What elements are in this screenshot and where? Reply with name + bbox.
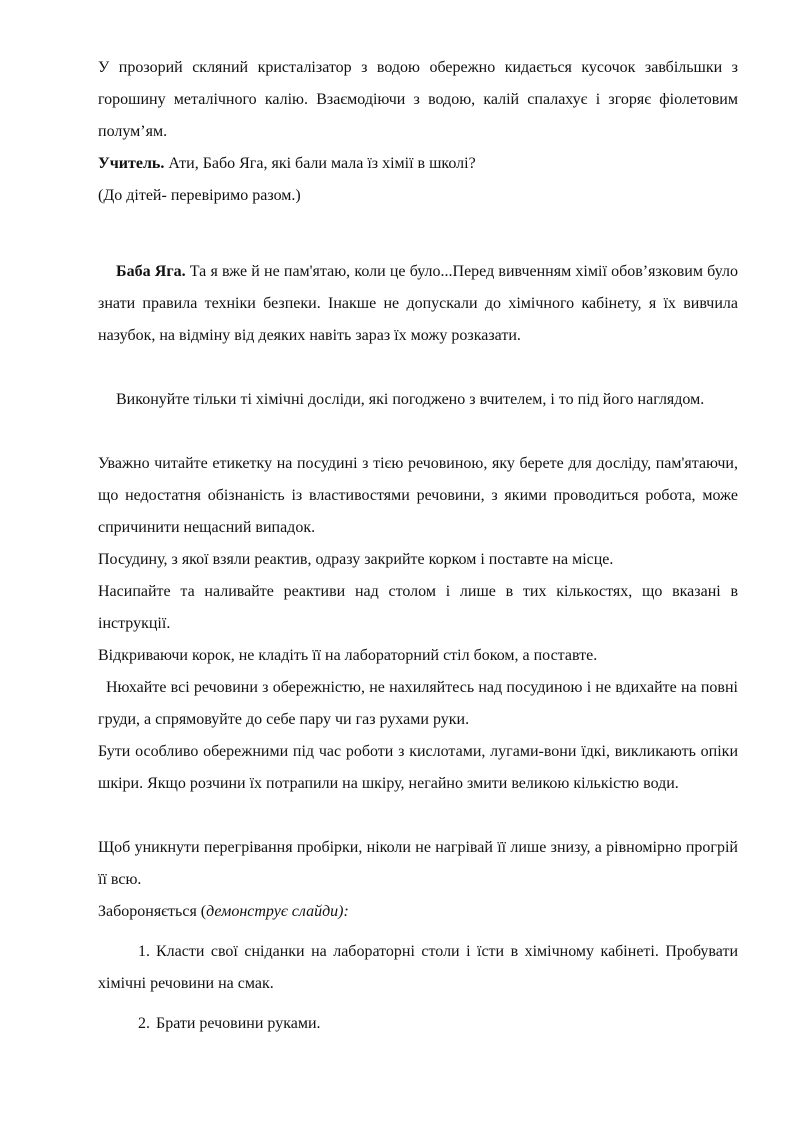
teacher-question: Ати, Бабо Яга, які бали мала їз хімії в школі? (164, 155, 476, 172)
rule-paragraph: Уважно читайте етикетку на посудині з тією речовиною, яку берете для досліду, пам'ятаючи, що недостатня обізнаність із властивостями речовини, з якими проводиться робота, може спричинити нещасний випадок. (98, 455, 738, 536)
list-number: 1. (138, 943, 150, 960)
to-children-note: (До дітей- перевіримо разом.) (98, 187, 301, 204)
rule-paragraph: Насипайте та наливайте реактиви над столом і лише в тих кількостях, що вказані в інструкції. (98, 583, 738, 632)
rule-paragraph: Бути особливо обережними під час роботи з кислотами, лугами-вони їдкі, викликають опіки шкіри. Якщо розчини їх потрапили на шкіру, негайно змити великою кількістю води. (98, 743, 738, 792)
list-number: 2. (138, 1015, 150, 1032)
rule-paragraph: Щоб уникнути перегрівання пробірки, ніколи не нагрівай її лише знизу, а рівномірно прогрій її всю. (98, 839, 738, 888)
baba-yaga-text: Та я вже й не пам'ятаю, коли це було...Перед вивченням хімії обов’язковим було знати правила техніки безпеки. Інакше не допускали до хімічного кабінету, я їх вивчила назубок, на відміну від деяких навіть зараз їх можу розказати. (98, 263, 738, 344)
list-item: 2. Брати речовини руками. (98, 1008, 738, 1040)
list-item: 1. Класти свої сніданки на лабораторні столи і їсти в хімічному кабінеті. Пробувати хімічні речовини на смак. (98, 936, 738, 1000)
baba-yaga-paragraph (98, 256, 738, 352)
rule-paragraph: Відкриваючи корок, не кладіть її на лабораторний стіл боком, а поставте. (98, 647, 598, 664)
rule-paragraph: Посудину, з якої взяли реактив, одразу закрийте корком і поставте на місце. (98, 551, 614, 568)
teacher-line (98, 148, 738, 180)
rule-paragraph: Виконуйте тільки ті хімічні досліди, які погоджено з вчителем, і то під його наглядом. (116, 391, 705, 408)
intro-paragraph: У прозорий скляний кристалізатор з водою обережно кидається кусочок завбільшки з горошину металічного калію. Взаємодіючи з водою, калій спалахує і згоряє фіолетовим полум’ям. (98, 59, 738, 140)
speaker-baba-yaga: Баба Яга. (116, 263, 186, 280)
slides-note: демонструє слайди): (206, 903, 349, 920)
forbidden-heading: Забороняється (демонструє слайди): (98, 903, 349, 920)
rule-paragraph: Нюхайте всі речовини з обережністю, не нахиляйтесь над посудиною і не вдихайте на повні груди, а спрямовуйте до себе пару чи газ рухами руки. (98, 679, 738, 728)
speaker-teacher: Учитель. (98, 155, 165, 172)
